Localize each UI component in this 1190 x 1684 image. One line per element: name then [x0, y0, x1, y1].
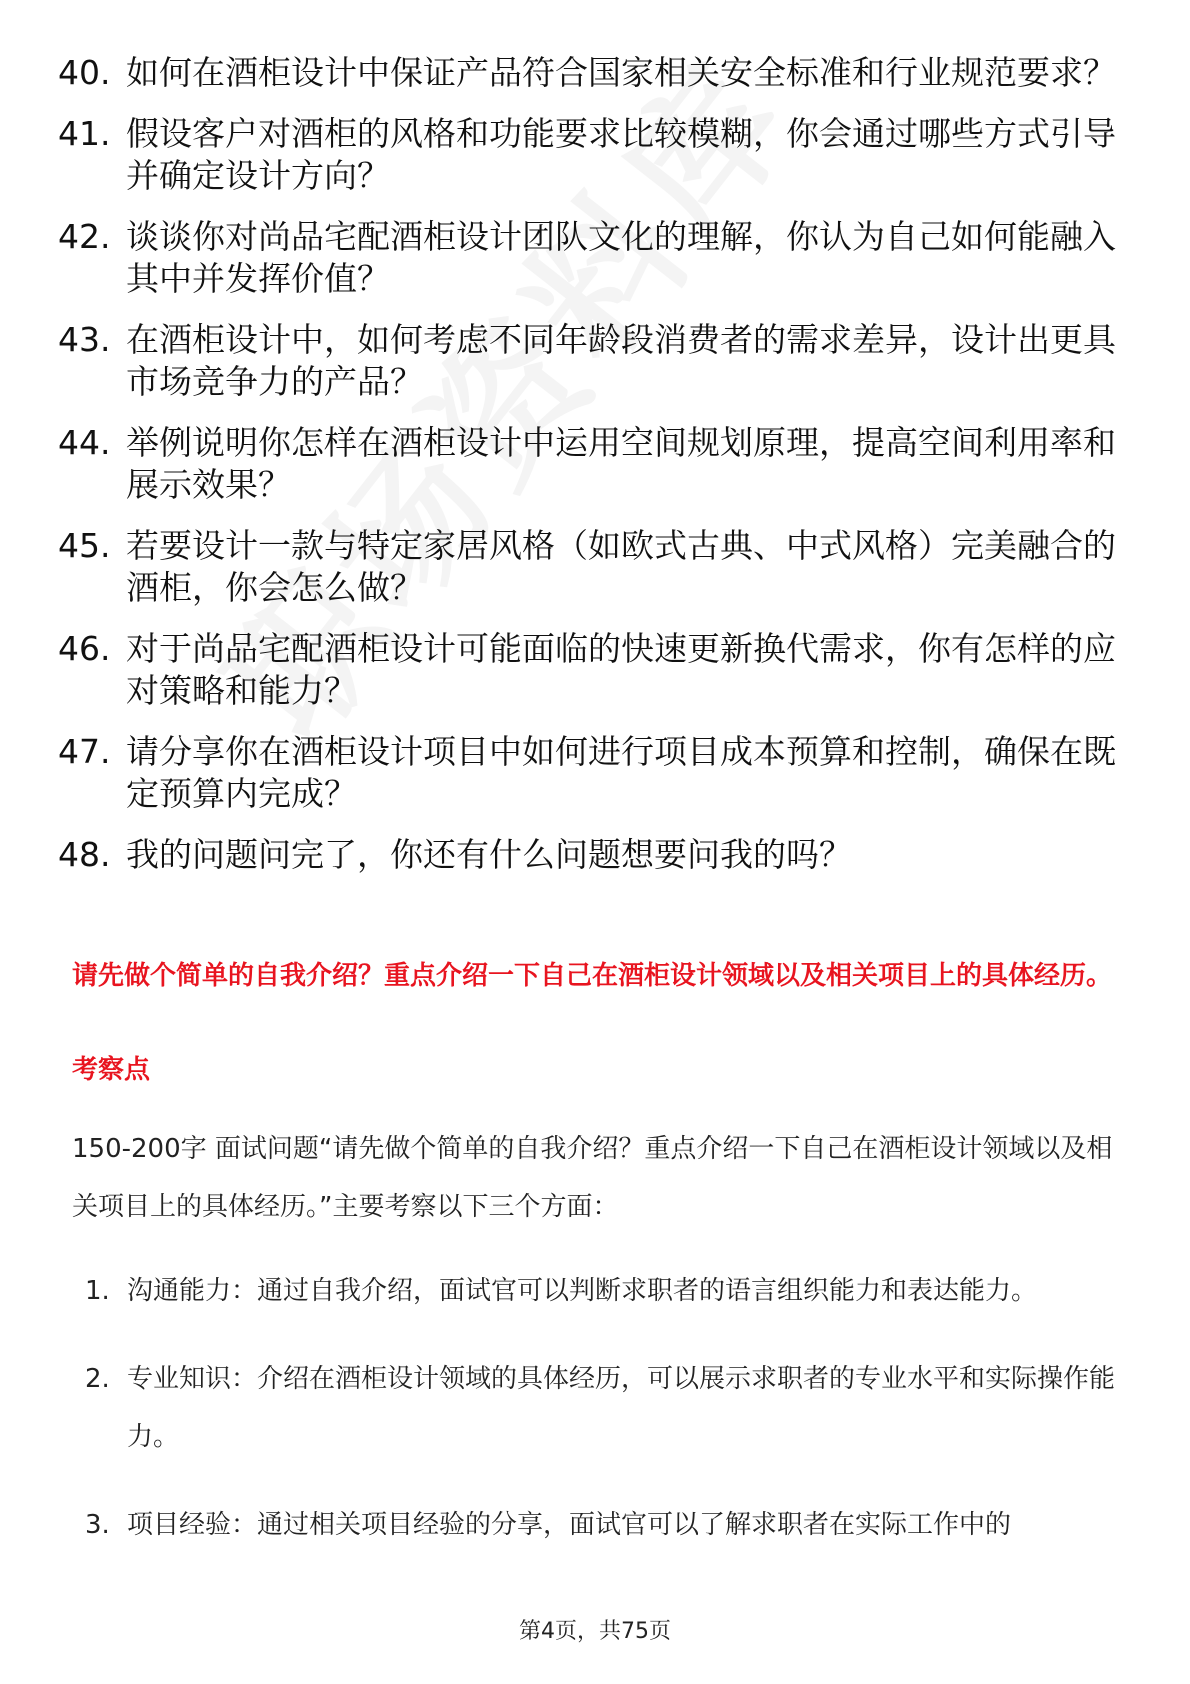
- question-item: [58, 628, 1118, 712]
- question-text: 举例说明你怎样在酒柜设计中运用空间规划原理，提高空间利用率和展示效果？: [126, 423, 1116, 504]
- question-item: [58, 113, 1118, 197]
- point-number: 3.: [85, 1510, 110, 1540]
- question-text: 我的问题问完了，你还有什么问题想要问我的吗？: [126, 835, 852, 874]
- intro-paragraph: 150-200字 面试问题“请先做个简单的自我介绍？重点介绍一下自己在酒柜设计领域以及相关项目上的具体经历。”主要考察以下三个方面：: [72, 1134, 1113, 1222]
- question-text: 对于尚品宅配酒柜设计可能面临的快速更新换代需求，你有怎样的应对策略和能力？: [126, 629, 1116, 710]
- question-text: 请分享你在酒柜设计项目中如何进行项目成本预算和控制，确保在既定预算内完成？: [126, 732, 1116, 813]
- point-text: 沟通能力：通过自我介绍，面试官可以判断求职者的语言组织能力和表达能力。: [127, 1276, 1038, 1306]
- question-text: 假设客户对酒柜的风格和功能要求比较模糊，你会通过哪些方式引导并确定设计方向？: [126, 114, 1116, 195]
- assessment-point: [85, 1262, 1120, 1320]
- section-label: 考察点: [72, 1055, 151, 1085]
- question-number: 40.: [58, 53, 111, 92]
- question-text: 若要设计一款与特定家居风格（如欧式古典、中式风格）完美融合的酒柜，你会怎么做？: [126, 526, 1116, 607]
- page-footer: 第4页，共75页: [519, 1619, 671, 1644]
- question-number: 43.: [58, 320, 111, 359]
- question-number: 41.: [58, 114, 111, 153]
- question-number: 47.: [58, 732, 111, 771]
- question-number: 44.: [58, 423, 111, 462]
- question-number: 42.: [58, 217, 111, 256]
- assessment-points: [85, 1262, 1120, 1584]
- point-number: 1.: [85, 1276, 110, 1306]
- assessment-point: [85, 1496, 1120, 1554]
- point-text: 专业知识：介绍在酒柜设计领域的具体经历，可以展示求职者的专业水平和实际操作能力。: [127, 1364, 1116, 1452]
- point-text: 项目经验：通过相关项目经验的分享，面试官可以了解求职者在实际工作中的: [127, 1510, 1012, 1540]
- question-item: [58, 525, 1118, 609]
- assessment-point: [85, 1350, 1120, 1466]
- question-item: [58, 422, 1118, 506]
- point-number: 2.: [85, 1364, 110, 1394]
- question-text: 谈谈你对尚品宅配酒柜设计团队文化的理解，你认为自己如何能融入其中并发挥价值？: [126, 217, 1116, 298]
- question-text: 如何在酒柜设计中保证产品符合国家相关安全标准和行业规范要求？: [126, 53, 1116, 92]
- question-item: [58, 731, 1118, 815]
- question-item: [58, 834, 1118, 876]
- highlight-question: 请先做个简单的自我介绍？重点介绍一下自己在酒柜设计领域以及相关项目上的具体经历。: [72, 961, 1113, 991]
- question-list: [58, 52, 1118, 895]
- question-number: 48.: [58, 835, 111, 874]
- question-number: 45.: [58, 526, 111, 565]
- question-item: [58, 216, 1118, 300]
- question-item: [58, 319, 1118, 403]
- question-item: [58, 52, 1118, 94]
- question-text: 在酒柜设计中，如何考虑不同年龄段消费者的需求差异，设计出更具市场竞争力的产品？: [126, 320, 1116, 401]
- question-number: 46.: [58, 629, 111, 668]
